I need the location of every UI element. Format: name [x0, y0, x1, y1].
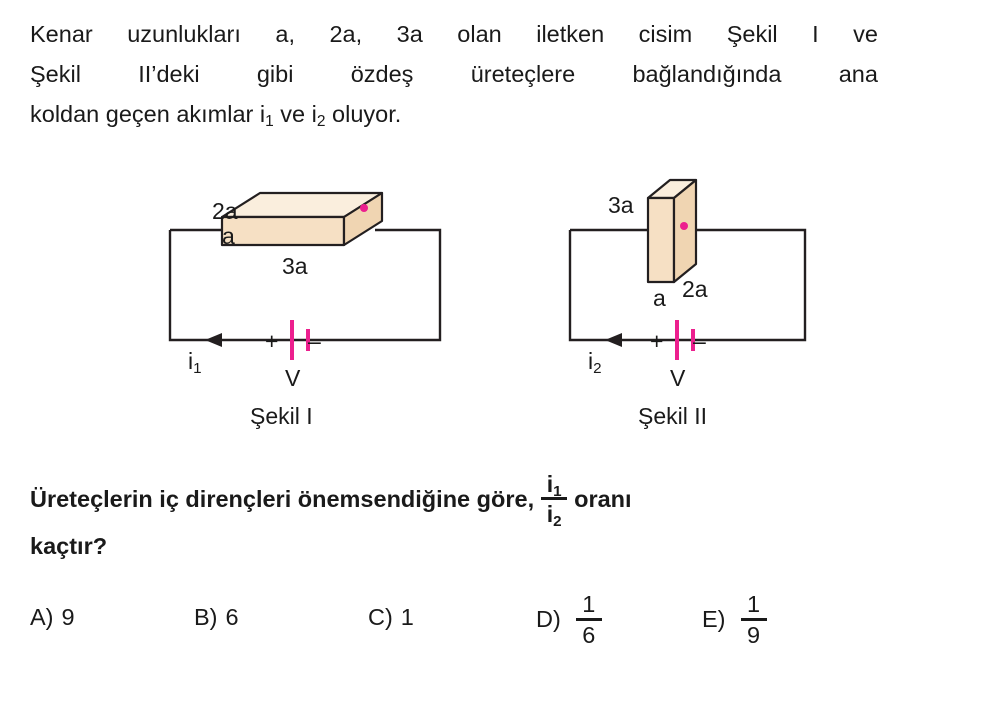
stem-word: cisim [638, 21, 693, 47]
option-c[interactable] [368, 604, 414, 631]
battery-voltage-label: V [670, 365, 686, 391]
stem-word: Şekil [30, 61, 81, 87]
stem-text: ve i [273, 101, 317, 127]
fraction-denominator [543, 500, 566, 531]
option-a-label: A) [30, 604, 54, 630]
stem-word: olan [457, 21, 502, 47]
denominator-symbol: i [546, 501, 554, 528]
figure-sekil-1 [160, 175, 460, 429]
ratio-fraction [541, 471, 567, 531]
option-a[interactable] [30, 604, 75, 631]
block-label-top: 2a [212, 198, 238, 224]
figure-2-drawing [560, 170, 860, 425]
stem-word: Şekil [726, 21, 778, 47]
stem-line-2 [30, 54, 878, 94]
stem-line-3 [30, 94, 878, 138]
current-symbol: i [188, 348, 194, 374]
current-subscript: 1 [265, 113, 274, 131]
numerator-subscript: 1 [553, 483, 562, 501]
option-d-label: D) [536, 606, 561, 633]
stem-text: oluyor. [325, 101, 402, 127]
option-c-label: C) [368, 604, 393, 630]
prompt-text-after: oranı [574, 486, 632, 513]
battery-long-plate [290, 320, 294, 360]
option-e-fraction [741, 592, 767, 647]
figure-1-caption: Şekil I [250, 403, 313, 429]
current-subscript: 2 [593, 360, 602, 378]
stem-word: üreteçlere [470, 61, 576, 87]
option-e[interactable] [702, 592, 774, 647]
current-symbol: i [588, 348, 594, 374]
block-label-front: 3a [282, 253, 308, 279]
battery-long-plate [675, 320, 679, 360]
figure-sekil-2 [560, 170, 860, 429]
battery-voltage-label: V [285, 365, 301, 391]
answer-options [30, 588, 860, 652]
option-d-numerator: 1 [582, 591, 596, 617]
prompt-text: Üreteçlerin iç dirençleri önemsendiğine göre, [30, 486, 535, 513]
option-d[interactable] [536, 592, 609, 647]
figure-1-drawing [160, 175, 460, 425]
option-e-numerator: 1 [746, 591, 761, 617]
stem-word: iletken [536, 21, 605, 47]
option-a-value: 9 [61, 604, 75, 630]
option-e-denominator: 9 [746, 621, 761, 648]
prompt-line-1 [30, 471, 890, 531]
stem-word: Kenar [30, 21, 93, 47]
battery-minus-label: – [693, 328, 706, 354]
stem-word: 2a, [329, 21, 363, 47]
option-c-value: 1 [400, 604, 414, 630]
stem-line-1 [30, 14, 878, 54]
option-d-denominator: 6 [582, 621, 596, 648]
block-label-front: 2a [682, 276, 708, 302]
current-subscript: 1 [193, 360, 202, 378]
figure-2-caption: Şekil II [638, 403, 708, 429]
block-label-side: a [222, 223, 235, 249]
current-subscript: 2 [316, 113, 326, 131]
stem-word: I [812, 21, 819, 47]
question-prompt [30, 472, 890, 566]
stem-word: ana [838, 61, 878, 87]
battery-plus-label: + [265, 328, 279, 354]
stem-text: koldan geçen akımlar i [30, 101, 266, 127]
stem-word: özdeş [350, 61, 414, 87]
stem-word: a, [275, 21, 295, 47]
denominator-subscript: 2 [553, 513, 562, 531]
option-e-label: E) [702, 606, 726, 633]
option-b-label: B) [194, 604, 218, 630]
battery-plus-label: + [650, 328, 664, 354]
block-label-side: a [653, 285, 666, 311]
stem-word: uzunlukları [127, 21, 241, 47]
numerator-symbol: i [546, 471, 554, 497]
fraction-numerator [543, 471, 566, 501]
current-label-i2 [588, 348, 602, 378]
stem-word: ve [853, 21, 878, 47]
stem-word: II’deki [138, 61, 200, 87]
block-label-top: 3a [608, 192, 634, 218]
option-b[interactable] [194, 604, 239, 631]
option-b-value: 6 [225, 604, 239, 630]
prompt-line-2: kaçtır? [30, 533, 108, 560]
stem-word: gibi [256, 61, 294, 87]
stem-word: bağlandığında [632, 61, 782, 87]
option-d-fraction [576, 592, 602, 647]
question-stem [30, 14, 878, 138]
current-label-i1 [188, 348, 202, 378]
battery-minus-label: – [308, 328, 321, 354]
stem-word: 3a [396, 21, 423, 47]
